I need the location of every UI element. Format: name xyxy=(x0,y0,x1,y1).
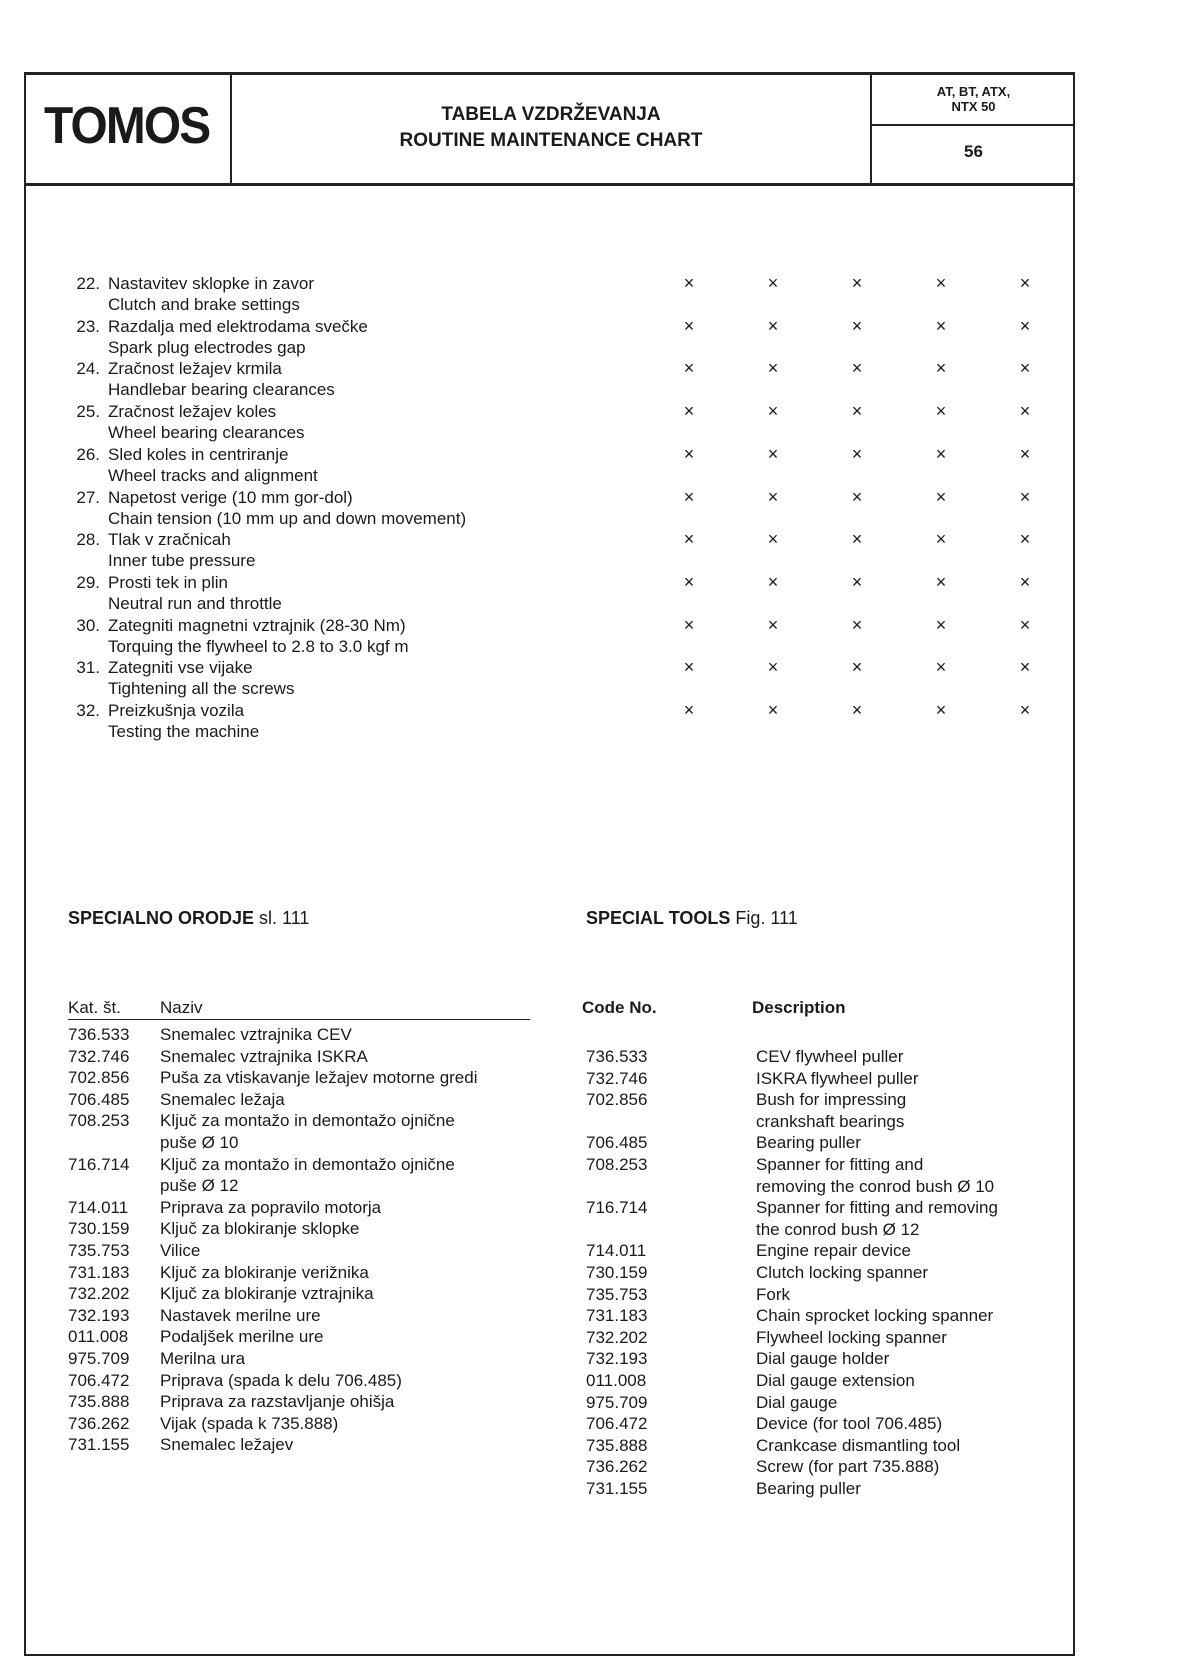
sl-tool-desc xyxy=(160,1110,560,1153)
interval-mark: × xyxy=(683,358,695,379)
interval-mark: × xyxy=(1019,614,1031,635)
sl-tool-name: Ključ za blokiranje vztrajnika xyxy=(160,1284,374,1304)
interval-mark: × xyxy=(935,700,947,720)
item-text-sl: Tlak v zračnicah xyxy=(108,530,231,550)
sl-tool-desc xyxy=(160,1046,560,1068)
maintenance-item xyxy=(0,273,1031,318)
en-tool-name: Dial gauge extension xyxy=(756,1370,915,1390)
en-tool-desc xyxy=(756,1348,1056,1370)
en-tool-desc xyxy=(756,1478,1056,1500)
sl-tool-code: 732.202 xyxy=(68,1284,130,1304)
interval-mark: × xyxy=(935,401,947,422)
sl-tool-name-line2: puše Ø 10 xyxy=(160,1132,239,1152)
sl-tool-code: 708.253 xyxy=(68,1111,130,1131)
sl-tool-name: Priprava za popravilo motorja xyxy=(160,1197,382,1217)
en-tool-desc xyxy=(756,1456,1056,1478)
figure-ref-en: Fig. 111 xyxy=(735,908,798,928)
sl-tool-name: Ključ za montažo in demontažo ojnične xyxy=(160,1111,455,1131)
interval-mark: × xyxy=(935,358,947,379)
model-list-line-2: NTX 50 xyxy=(951,99,996,114)
sl-tool-name: Snemalec vztrajnika CEV xyxy=(160,1025,352,1044)
en-tool-code: 714.011 xyxy=(586,1241,647,1261)
item-number: 22. xyxy=(76,274,100,293)
en-tool-desc xyxy=(756,1327,1056,1349)
sl-tool-desc xyxy=(160,1197,560,1219)
maintenance-item xyxy=(0,657,1031,702)
item-text-en: Handlebar bearing clearances xyxy=(108,380,335,400)
interval-mark: × xyxy=(851,571,863,592)
special-tools-title-en xyxy=(586,908,798,929)
sl-tool-row xyxy=(68,1305,548,1327)
en-tool-desc xyxy=(756,1392,1056,1414)
en-tool-code: 732.202 xyxy=(586,1327,648,1347)
en-tool-name: Bush for impressing xyxy=(756,1090,907,1110)
en-tool-desc xyxy=(756,1284,1056,1306)
item-number: 24. xyxy=(76,359,100,379)
sl-tool-desc xyxy=(160,1024,560,1046)
en-tool-desc xyxy=(756,1068,1056,1090)
sl-tool-desc xyxy=(160,1154,560,1197)
sl-tool-code: 706.485 xyxy=(68,1089,130,1109)
en-tool-name: Screw (for part 735.888) xyxy=(756,1457,940,1477)
item-text-en: Wheel bearing clearances xyxy=(108,423,305,443)
interval-mark: × xyxy=(767,529,779,550)
sl-tool-desc xyxy=(160,1434,560,1456)
sl-tool-row xyxy=(68,1413,548,1435)
en-tool-row xyxy=(586,1370,1076,1392)
sl-tool-code: 736.262 xyxy=(68,1413,130,1433)
interval-mark: × xyxy=(1019,657,1031,678)
en-tool-row xyxy=(586,1197,1076,1240)
sl-tool-desc xyxy=(160,1413,560,1435)
maintenance-item xyxy=(0,571,1031,617)
interval-mark: × xyxy=(1019,571,1031,592)
logo-cell xyxy=(24,72,232,183)
en-tool-row xyxy=(586,1392,1076,1414)
interval-mark: × xyxy=(767,443,779,464)
sl-tool-name: Podaljšek merilne ure xyxy=(160,1327,324,1347)
en-tool-code: 730.159 xyxy=(586,1262,648,1282)
interval-mark: × xyxy=(851,614,863,635)
en-tool-name: Dial gauge holder xyxy=(756,1349,890,1369)
interval-mark: × xyxy=(1019,486,1031,507)
en-tool-name: Dial gauge xyxy=(756,1392,838,1412)
en-tool-row xyxy=(586,1132,1076,1154)
interval-mark: × xyxy=(935,443,947,464)
en-tool-row xyxy=(586,1284,1076,1306)
interval-mark: × xyxy=(767,614,779,635)
item-text-en: Clutch and brake settings xyxy=(108,295,300,314)
interval-mark: × xyxy=(683,315,695,336)
tools-list-en xyxy=(586,1046,1076,1499)
item-number: 26. xyxy=(76,444,100,464)
sl-tool-code: 735.753 xyxy=(68,1240,130,1260)
interval-mark: × xyxy=(1019,273,1031,293)
en-tool-row xyxy=(586,1327,1076,1349)
en-tool-desc xyxy=(756,1089,1056,1132)
sl-tool-name: Priprava za razstavljanje ohišja xyxy=(160,1392,395,1412)
en-tool-code: 011.008 xyxy=(586,1370,647,1390)
en-tool-row xyxy=(586,1478,1076,1500)
sl-tool-code: 706.472 xyxy=(68,1370,130,1390)
sl-tool-row xyxy=(68,1434,548,1456)
sl-tool-row xyxy=(68,1089,548,1111)
interval-mark: × xyxy=(1019,443,1031,464)
model-divider xyxy=(872,124,1075,126)
interval-mark: × xyxy=(683,486,695,507)
en-tool-row xyxy=(586,1435,1076,1457)
special-tools-heading-en: SPECIAL TOOLS xyxy=(586,908,731,928)
en-tool-code: 706.485 xyxy=(586,1133,648,1153)
interval-mark: × xyxy=(767,700,779,720)
interval-mark: × xyxy=(1019,401,1031,422)
item-text-en: Spark plug electrodes gap xyxy=(108,337,306,357)
item-text-en: Testing the machine xyxy=(108,722,260,741)
interval-mark: × xyxy=(1019,700,1031,720)
header-rule xyxy=(24,183,1075,186)
interval-mark: × xyxy=(851,486,863,507)
col-head-desc-en: Description xyxy=(752,998,846,1017)
sl-tool-row xyxy=(68,1046,548,1068)
sl-tool-row xyxy=(68,1024,548,1046)
sl-tool-desc xyxy=(160,1391,560,1413)
interval-mark: × xyxy=(851,315,863,336)
title-english: ROUTINE MAINTENANCE CHART xyxy=(399,130,703,151)
sl-tool-name: Snemalec vztrajnika ISKRA xyxy=(160,1046,368,1066)
en-tool-code: 975.709 xyxy=(586,1392,648,1412)
interval-mark: × xyxy=(935,614,947,635)
interval-mark: × xyxy=(767,571,779,592)
en-tool-code: 731.183 xyxy=(586,1306,648,1326)
sl-tool-row xyxy=(68,1370,548,1392)
sl-tool-code: 716.714 xyxy=(68,1154,130,1174)
sl-tool-row xyxy=(68,1218,548,1240)
interval-mark: × xyxy=(935,486,947,507)
item-text-en: Wheel tracks and alignment xyxy=(108,465,318,485)
sl-tool-row xyxy=(68,1326,548,1348)
item-text-en: Chain tension (10 mm up and down movement) xyxy=(108,508,467,528)
sl-tool-name: Vilice xyxy=(160,1240,201,1260)
interval-mark: × xyxy=(935,273,947,293)
sl-tool-row xyxy=(68,1262,548,1284)
interval-mark: × xyxy=(851,273,863,293)
sl-tool-desc xyxy=(160,1218,560,1240)
sl-tool-name: Ključ za montažo in demontažo ojnične xyxy=(160,1154,455,1174)
interval-mark: × xyxy=(1019,358,1031,379)
sl-tool-desc xyxy=(160,1326,560,1348)
interval-mark: × xyxy=(851,700,863,720)
en-tool-desc xyxy=(756,1046,1056,1068)
en-tool-name-line2: the conrod bush Ø 12 xyxy=(756,1219,920,1239)
en-tool-name: Bearing puller xyxy=(756,1133,861,1153)
en-tool-name-line2: removing the conrod bush Ø 10 xyxy=(756,1176,995,1196)
interval-mark: × xyxy=(767,657,779,678)
en-tool-code: 732.746 xyxy=(586,1068,648,1088)
figure-ref-sl: sl. 111 xyxy=(259,908,310,928)
sl-tool-desc xyxy=(160,1067,560,1089)
en-tool-row xyxy=(586,1262,1076,1284)
sl-tool-code: 702.856 xyxy=(68,1068,130,1088)
en-tool-desc xyxy=(756,1132,1056,1154)
sl-tool-row xyxy=(68,1154,548,1197)
en-tool-name: Device (for tool 706.485) xyxy=(756,1414,943,1434)
maintenance-item xyxy=(0,401,1031,446)
maintenance-item xyxy=(0,358,1031,403)
sl-tool-desc xyxy=(160,1305,560,1327)
sl-tool-desc xyxy=(160,1348,560,1370)
interval-mark: × xyxy=(935,657,947,678)
en-tool-name: Clutch locking spanner xyxy=(756,1262,928,1282)
en-tool-code: 716.714 xyxy=(586,1198,648,1218)
page-number: 56 xyxy=(964,142,983,161)
interval-mark: × xyxy=(1019,529,1031,550)
en-tool-code: 736.533 xyxy=(586,1047,648,1066)
interval-mark: × xyxy=(935,315,947,336)
interval-mark: × xyxy=(683,700,695,720)
item-number: 28. xyxy=(76,530,100,550)
en-tool-code: 736.262 xyxy=(586,1457,648,1477)
en-tool-row xyxy=(586,1089,1076,1132)
sl-tool-code: 731.155 xyxy=(68,1435,130,1455)
item-text-sl: Zračnost ležajev koles xyxy=(108,402,277,422)
interval-mark: × xyxy=(1019,315,1031,336)
item-text-sl: Nastavitev sklopke in zavor xyxy=(108,274,314,293)
en-tool-row xyxy=(586,1068,1076,1090)
sl-tool-name: Priprava (spada k delu 706.485) xyxy=(160,1370,402,1390)
tomos-logo: TOMOS xyxy=(44,97,210,155)
en-tool-name: ISKRA flywheel puller xyxy=(756,1068,919,1088)
en-tool-code: 731.155 xyxy=(586,1478,648,1498)
col-head-code-sl: Kat. št. xyxy=(68,998,121,1017)
item-number: 29. xyxy=(76,572,100,592)
sl-tool-name: Snemalec ležaja xyxy=(160,1089,285,1109)
sl-tool-desc xyxy=(160,1240,560,1262)
item-text-en: Torquing the flywheel to 2.8 to 3.0 kgf m xyxy=(108,636,409,656)
en-tool-row xyxy=(586,1456,1076,1478)
item-text-en: Neutral run and throttle xyxy=(108,593,282,613)
en-tool-code: 732.193 xyxy=(586,1349,648,1369)
en-tool-code: 706.472 xyxy=(586,1414,648,1434)
en-tool-name: Crankcase dismantling tool xyxy=(756,1435,961,1455)
tools-list-sl xyxy=(68,1024,548,1456)
item-text-sl: Zračnost ležajev krmila xyxy=(108,359,282,379)
title-cell xyxy=(232,72,872,183)
en-tool-row xyxy=(586,1413,1076,1435)
item-number: 27. xyxy=(76,487,100,507)
sl-tool-name: Puša za vtiskavanje ležajev motorne gredi xyxy=(160,1068,478,1088)
en-tool-name: Engine repair device xyxy=(756,1241,911,1261)
en-tool-desc xyxy=(756,1413,1056,1435)
interval-mark: × xyxy=(683,657,695,678)
item-text-sl: Razdalja med elektrodama svečke xyxy=(108,316,368,336)
en-tool-row xyxy=(586,1240,1076,1262)
en-tool-desc xyxy=(756,1240,1056,1262)
sl-tool-desc xyxy=(160,1370,560,1392)
sl-tool-code: 714.011 xyxy=(68,1197,129,1217)
en-tool-name: Bearing puller xyxy=(756,1478,861,1498)
interval-mark: × xyxy=(851,443,863,464)
sl-tool-code: 975.709 xyxy=(68,1348,130,1368)
interval-mark: × xyxy=(935,571,947,592)
sl-tool-desc xyxy=(160,1089,560,1111)
sl-tool-name: Vijak (spada k 735.888) xyxy=(160,1413,339,1433)
en-tool-name: Flywheel locking spanner xyxy=(756,1327,947,1347)
item-text-sl: Preizkušnja vozila xyxy=(108,701,245,720)
en-tool-row xyxy=(586,1305,1076,1327)
en-tool-desc xyxy=(756,1435,1056,1457)
sl-tool-row xyxy=(68,1240,548,1262)
col-head-name-sl: Naziv xyxy=(160,998,203,1017)
item-text-sl: Sled koles in centriranje xyxy=(108,444,289,464)
sl-tool-name-line2: puše Ø 12 xyxy=(160,1176,239,1196)
en-tool-code: 708.253 xyxy=(586,1154,648,1174)
interval-mark: × xyxy=(851,401,863,422)
item-text-sl: Napetost verige (10 mm gor-dol) xyxy=(108,487,353,507)
sl-tool-code: 732.193 xyxy=(68,1305,130,1325)
en-tool-code: 735.888 xyxy=(586,1435,648,1455)
special-tools-heading-sl: SPECIALNO ORODJE xyxy=(68,908,255,928)
maintenance-item xyxy=(0,315,1031,361)
sl-tool-name: Nastavek merilne ure xyxy=(160,1305,321,1325)
en-tool-desc xyxy=(756,1154,1056,1197)
sl-tool-row xyxy=(68,1197,548,1219)
en-tool-code: 702.856 xyxy=(586,1090,648,1110)
item-number: 23. xyxy=(76,316,100,336)
en-tool-name: CEV flywheel puller xyxy=(756,1047,904,1066)
en-tool-row xyxy=(586,1154,1076,1197)
interval-mark: × xyxy=(767,273,779,293)
en-tool-name: Fork xyxy=(756,1284,790,1304)
sl-tool-name: Ključ za blokiranje sklopke xyxy=(160,1219,360,1239)
sl-tool-code: 730.159 xyxy=(68,1219,130,1239)
item-number: 31. xyxy=(76,658,100,678)
title-slovenian: TABELA VZDRŽEVANJA xyxy=(441,104,661,125)
sl-tool-name: Ključ za blokiranje verižnika xyxy=(160,1262,369,1282)
header-underline-sl xyxy=(68,1019,530,1020)
item-text-en: Tightening all the screws xyxy=(108,679,295,699)
en-tool-name: Spanner for fitting and removing xyxy=(756,1198,998,1218)
item-number: 32. xyxy=(76,701,100,720)
sl-tool-row xyxy=(68,1110,548,1153)
interval-mark: × xyxy=(683,571,695,592)
sl-tool-code: 736.533 xyxy=(68,1025,130,1044)
sl-tool-row xyxy=(68,1391,548,1413)
interval-mark: × xyxy=(767,358,779,379)
maintenance-item xyxy=(0,486,1031,532)
sl-tool-name: Snemalec ležajev xyxy=(160,1435,294,1455)
en-tool-name-line2: crankshaft bearings xyxy=(756,1111,905,1131)
maintenance-item xyxy=(0,443,1031,489)
interval-mark: × xyxy=(767,486,779,507)
special-tools-title-sl xyxy=(68,908,309,929)
en-tool-desc xyxy=(756,1197,1056,1240)
model-list xyxy=(872,84,1075,114)
maintenance-item xyxy=(0,614,1031,660)
en-tool-desc xyxy=(756,1370,1056,1392)
item-text-en: Inner tube pressure xyxy=(108,551,256,571)
sl-tool-code: 735.888 xyxy=(68,1392,130,1412)
item-number: 30. xyxy=(76,615,100,635)
model-cell xyxy=(872,72,1075,183)
model-list-line-1: AT, BT, ATX, xyxy=(936,84,1011,99)
interval-mark: × xyxy=(767,401,779,422)
item-text-sl: Zategniti magnetni vztrajnik (28-30 Nm) xyxy=(108,615,406,635)
interval-mark: × xyxy=(935,529,947,550)
item-text-sl: Prosti tek in plin xyxy=(108,572,228,592)
interval-mark: × xyxy=(851,529,863,550)
sl-tool-row xyxy=(68,1283,548,1305)
en-tool-name: Chain sprocket locking spanner xyxy=(756,1306,994,1326)
en-tool-desc xyxy=(756,1305,1056,1327)
en-tool-code: 735.753 xyxy=(586,1284,648,1304)
item-number: 25. xyxy=(76,402,100,422)
col-head-code-en: Code No. xyxy=(582,998,657,1017)
en-tool-desc xyxy=(756,1262,1056,1284)
sl-tool-code: 011.008 xyxy=(68,1327,129,1347)
sl-tool-desc xyxy=(160,1283,560,1305)
en-tool-row xyxy=(586,1348,1076,1370)
interval-mark: × xyxy=(683,401,695,422)
interval-mark: × xyxy=(851,358,863,379)
en-tool-name: Spanner for fitting and xyxy=(756,1154,924,1174)
sl-tool-code: 731.183 xyxy=(68,1262,130,1282)
en-tool-row xyxy=(586,1046,1076,1068)
sl-tool-name: Merilna ura xyxy=(160,1348,246,1368)
sl-tool-desc xyxy=(160,1262,560,1284)
sl-tool-row xyxy=(68,1348,548,1370)
item-text-sl: Zategniti vse vijake xyxy=(108,658,253,678)
interval-mark: × xyxy=(683,443,695,464)
interval-mark: × xyxy=(851,657,863,678)
sl-tool-code: 732.746 xyxy=(68,1046,130,1066)
sl-tool-row xyxy=(68,1067,548,1089)
interval-mark: × xyxy=(683,614,695,635)
maintenance-item xyxy=(0,700,1031,745)
interval-mark: × xyxy=(767,315,779,336)
maintenance-item xyxy=(0,529,1031,574)
interval-mark: × xyxy=(683,529,695,550)
interval-mark: × xyxy=(683,273,695,293)
